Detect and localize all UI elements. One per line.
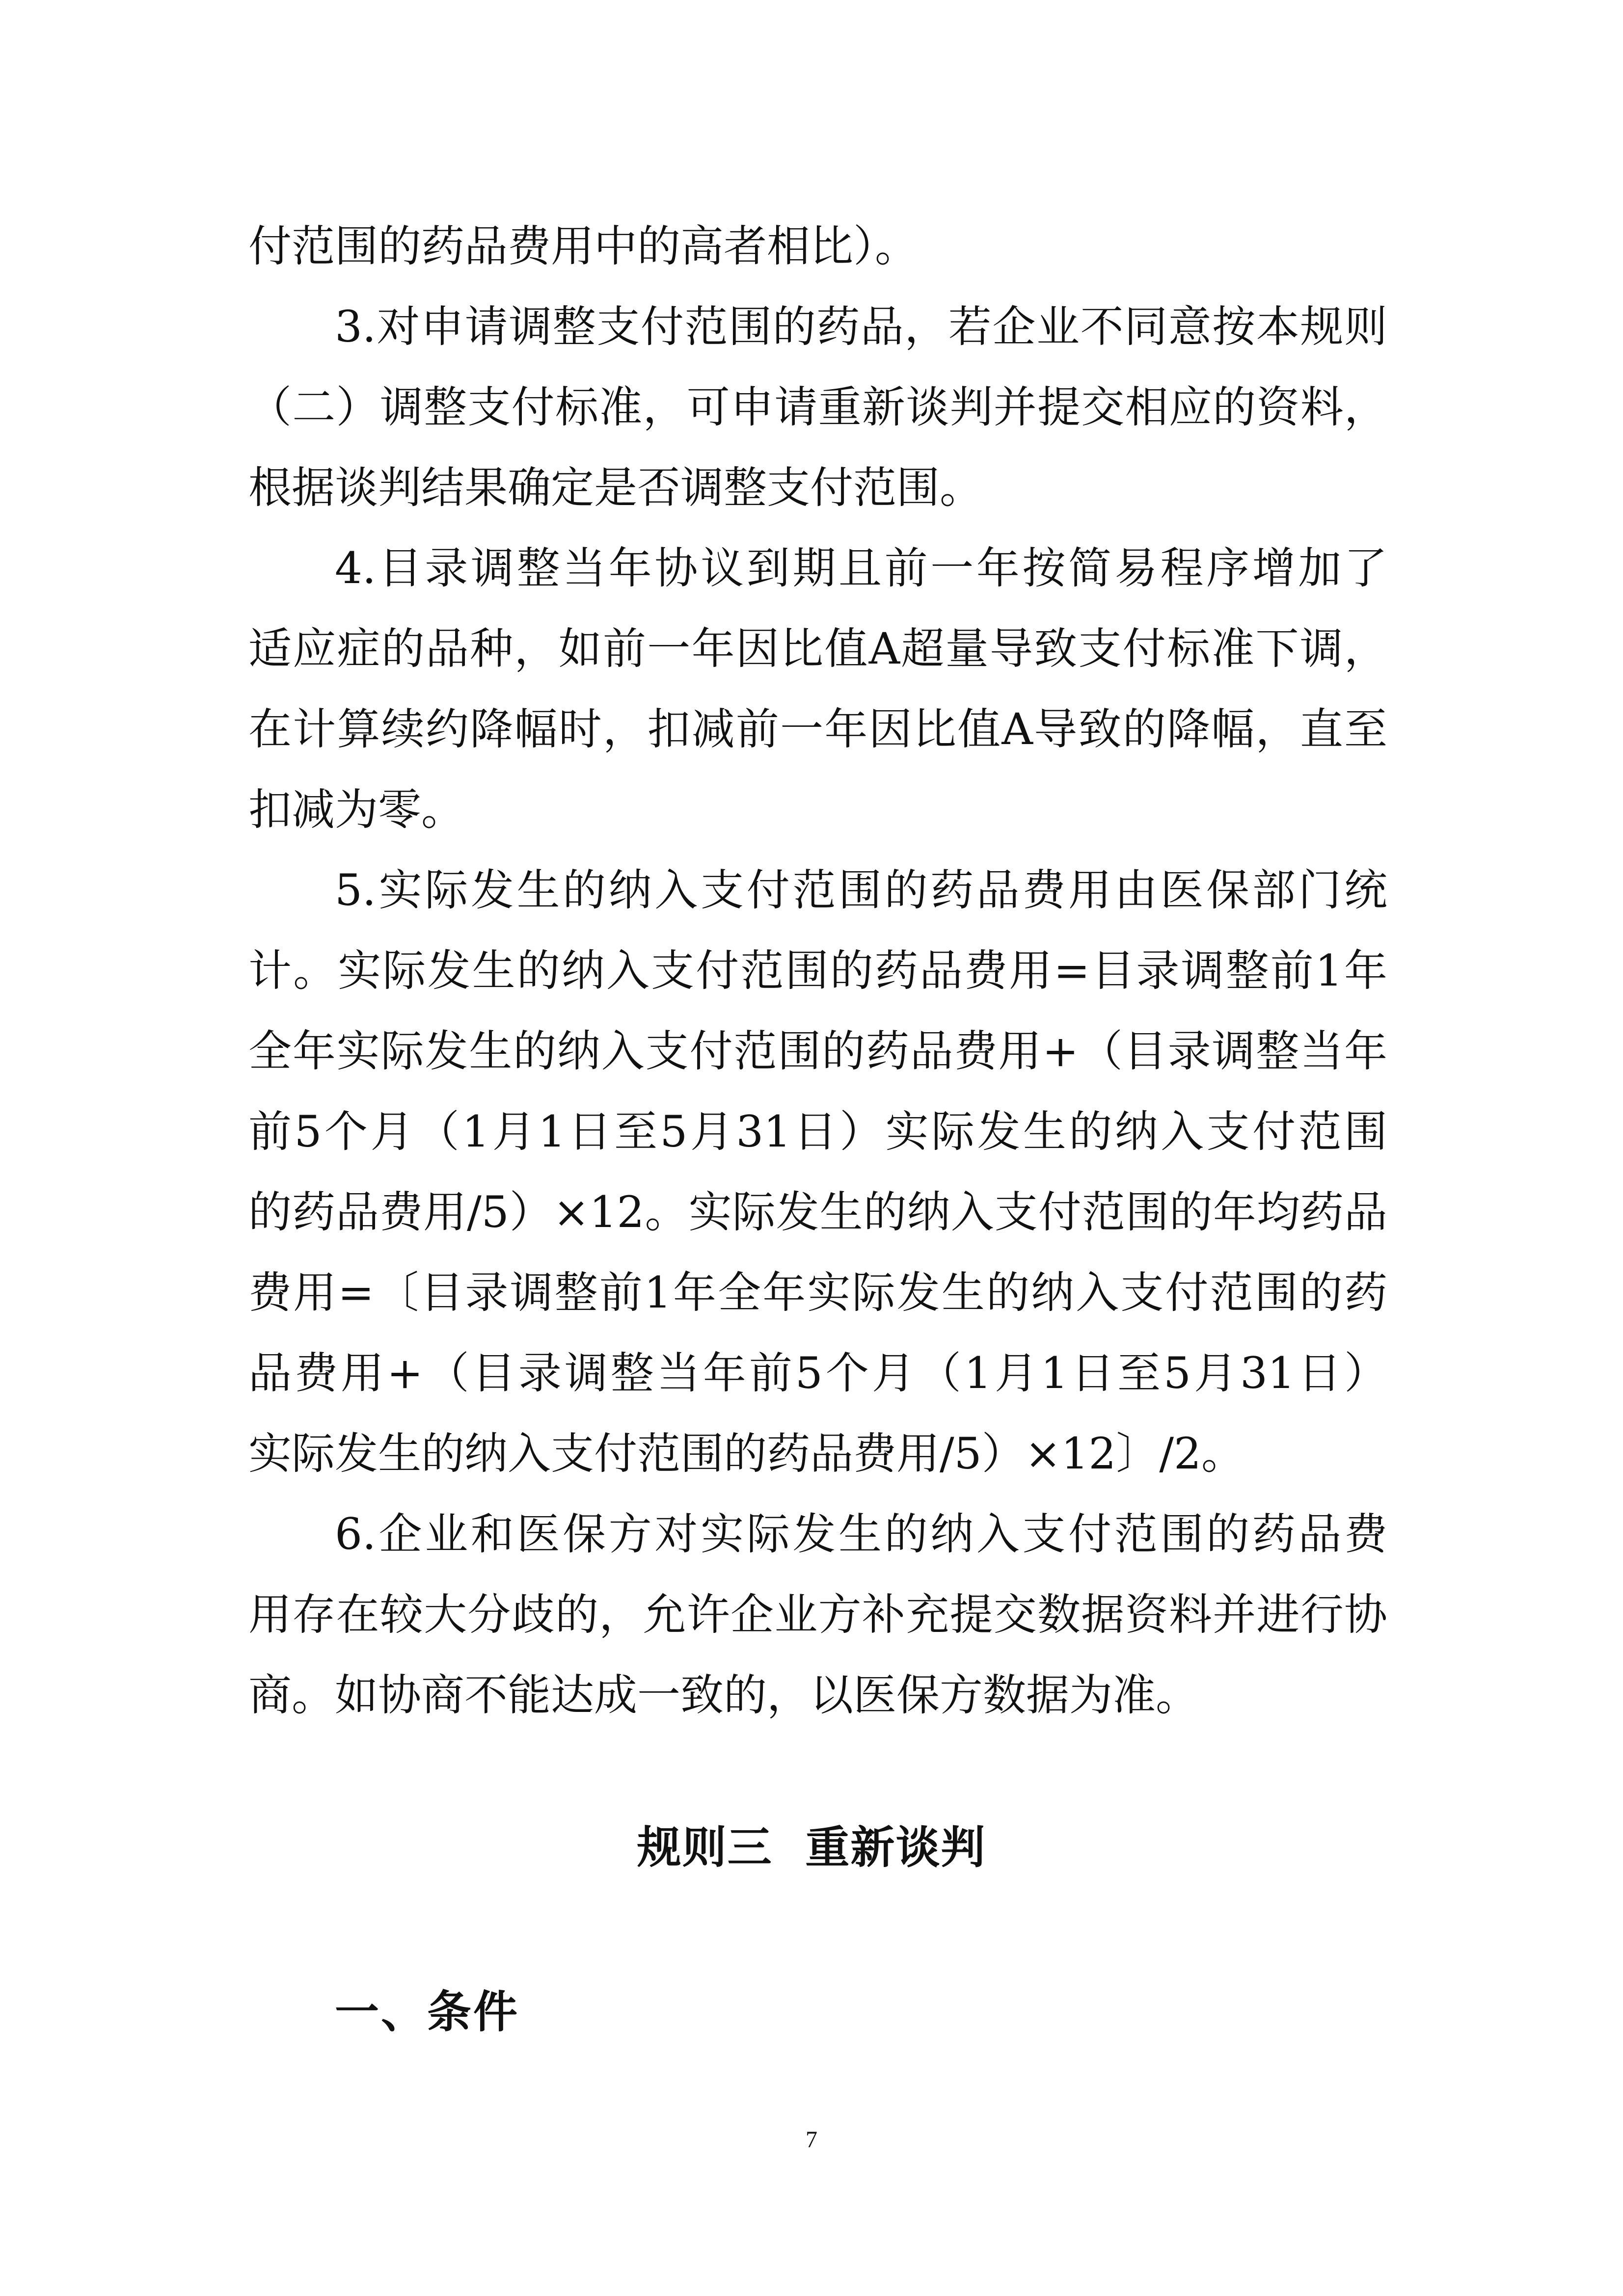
text-line: 6.企业和医保方对实际发生的纳入支付范围的药品费: [335, 1509, 1387, 1559]
text-line: 适应症的品种，如前一年因比值A超量导致支付标准下调，: [248, 623, 1387, 674]
section-title: 规则三 重新谈判: [637, 1822, 986, 1873]
text-line: 扣减为零。: [248, 784, 465, 835]
text-line: 5.实际发生的纳入支付范围的药品费用由医保部门统: [335, 865, 1387, 915]
text-line: 前5个月（1月1日至5月31日）实际发生的纳入支付范围: [248, 1106, 1387, 1157]
text-line: 的药品费用/5）×12。实际发生的纳入支付范围的年均药品: [248, 1187, 1387, 1237]
text-line: 在计算续约降幅时，扣减前一年因比值A导致的降幅，直至: [248, 704, 1387, 754]
text-line: 根据谈判结果确定是否调整支付范围。: [248, 462, 983, 513]
text-line: 3.对申请调整支付范围的药品，若企业不同意按本规则: [335, 301, 1387, 352]
text-line: 品费用+（目录调整当年前5个月（1月1日至5月31日）: [248, 1348, 1387, 1398]
text-line: 商。如协商不能达成一致的，以医保方数据为准。: [248, 1670, 1199, 1720]
text-line: 付范围的药品费用中的高者相比）。: [248, 221, 919, 271]
body-text: [248, 206, 1387, 1735]
sub-heading: 一、条件: [335, 1986, 519, 2038]
text-line: 4.目录调整当年协议到期且前一年按简易程序增加了: [335, 543, 1387, 593]
text-line: 实际发生的纳入支付范围的药品费用/5）×12〕/2。: [248, 1428, 1244, 1479]
text-line: （二）调整支付标准，可申请重新谈判并提交相应的资料，: [248, 382, 1387, 432]
page-number: 7: [806, 2127, 817, 2153]
text-line: 费用=〔目录调整前1年全年实际发生的纳入支付范围的药: [248, 1267, 1387, 1318]
text-line: 全年实际发生的纳入支付范围的药品费用+（目录调整当年: [248, 1026, 1387, 1076]
text-line: 计。实际发生的纳入支付范围的药品费用=目录调整前1年: [248, 945, 1387, 996]
text-line: 用存在较大分歧的，允许企业方补充提交数据资料并进行协: [248, 1589, 1387, 1640]
